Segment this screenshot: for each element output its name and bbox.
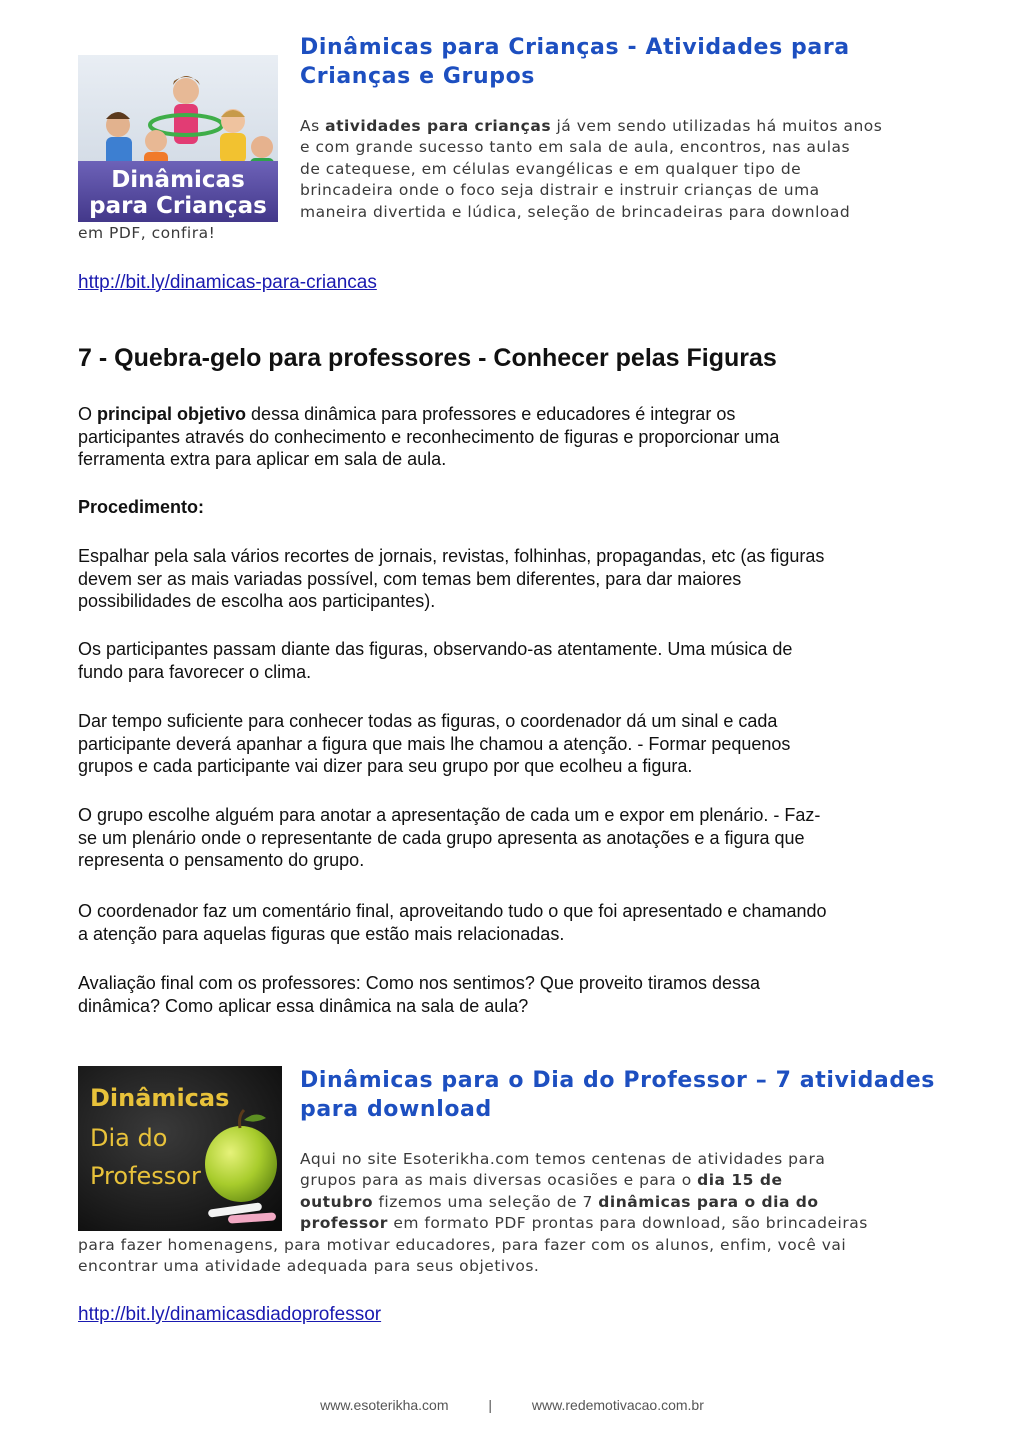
procedure-label: Procedimento:: [78, 497, 205, 517]
promo2-bold-phrase: dinâmicas para o dia do: [598, 1192, 819, 1211]
paragraph-2: Os participantes passam diante das figuras, observando-as atentamente. Uma música de fundo para favorecer o clima.: [78, 639, 793, 682]
thumb-caption-line2: para Crianças: [89, 193, 267, 219]
footer-separator: |: [488, 1397, 493, 1413]
promo2-link[interactable]: http://bit.ly/dinamicasdiadoprofessor: [78, 1304, 382, 1325]
thumb2-caption-line2: Dia do: [90, 1124, 168, 1152]
thumb2-caption-line3: Professor: [90, 1162, 201, 1190]
promo1-title[interactable]: [300, 33, 850, 91]
paragraph-3: Dar tempo suficiente para conhecer todas as figuras, o coordenador dá um sinal e cada participante deverá apanhar a figura que mais lhe chamou a atenção. - Formar pequenos grupos e cada participante vai dizer para seu grupo por que ecolheu a figura.: [78, 711, 791, 777]
paragraph-1: Espalhar pela sala vários recortes de jornais, revistas, folhinhas, propagandas, etc (as figuras devem ser as mais variadas possível, com temas bem diferentes, para dar maiores possibilidades de escolha aos participantes).: [78, 546, 825, 612]
promo1-title-line2: Crianças e Grupos: [300, 64, 535, 89]
intro-bold-phrase: principal objetivo: [97, 404, 247, 424]
footer-site2-link[interactable]: www.redemotivacao.com.br: [531, 1397, 704, 1413]
promo2-title-line1: Dinâmicas para o Dia do Professor – 7 atividades: [300, 1068, 935, 1093]
promo1-description: As atividades para crianças já vem sendo utilizadas há muitos anos e com grande sucesso tanto em sala de aula, encontros, nas aulas de catequese, em células evangélicas e em qualquer tipo de brincadeira onde o foco seja distrair e instruir crianças de uma maneira divertida e lúdica, seleção de brincadeiras para download em PDF, confira!: [78, 117, 883, 243]
promo1-link[interactable]: http://bit.ly/dinamicas-para-criancas: [78, 272, 377, 293]
promo1-bold-phrase: atividades para crianças: [325, 117, 552, 135]
promo1-title-line1: Dinâmicas para Crianças - Atividades para: [300, 35, 850, 60]
thumb-caption-line1: Dinâmicas: [111, 167, 245, 193]
intro-paragraph: O principal objetivo dessa dinâmica para professores e educadores é integrar os participantes através do conhecimento e reconhecimento de figuras e proporcionar uma ferramenta extra para aplicar em sala de aula.: [78, 404, 780, 470]
section-heading: 7 - Quebra-gelo para professores - Conhecer pelas Figuras: [78, 344, 777, 372]
thumb2-caption-line1: Dinâmicas: [90, 1084, 230, 1112]
page-footer: [0, 1397, 1024, 1413]
paragraph-4: O grupo escolhe alguém para anotar a apresentação de cada um e expor em plenário. - Faz- se um plenário onde o representante de cada grupo apresenta as anotações e a figura que representa o pensamento do grupo.: [78, 805, 821, 871]
promo2-title-line2: para download: [300, 1097, 492, 1122]
paragraph-5: O coordenador faz um comentário final, aproveitando tudo o que foi apresentado e chamando a atenção para aquelas figuras que estão mais relacionadas.: [78, 901, 827, 944]
promo2-description: Aqui no site Esoterikha.com temos centenas de atividades para grupos para as mais diversas ocasiões e para o dia 15 de outubro fizemos uma seleção de 7 dinâmicas para o dia do professor em formato PDF prontas para download, são brincadeiras para fazer homenagens, para motivar educadores, para fazer com os alunos, enfim, você vai encontrar uma atividade adequada para seus objetivos.: [78, 1150, 868, 1276]
promo2-title[interactable]: [300, 1066, 935, 1124]
promo2-bold-date: dia 15 de: [697, 1171, 783, 1190]
footer-site1-link[interactable]: www.esoterikha.com: [320, 1397, 449, 1413]
paragraph-6: Avaliação final com os professores: Como nos sentimos? Que proveito tiramos dessa dinâmica? Como aplicar essa dinâmica na sala de aula?: [78, 973, 760, 1016]
